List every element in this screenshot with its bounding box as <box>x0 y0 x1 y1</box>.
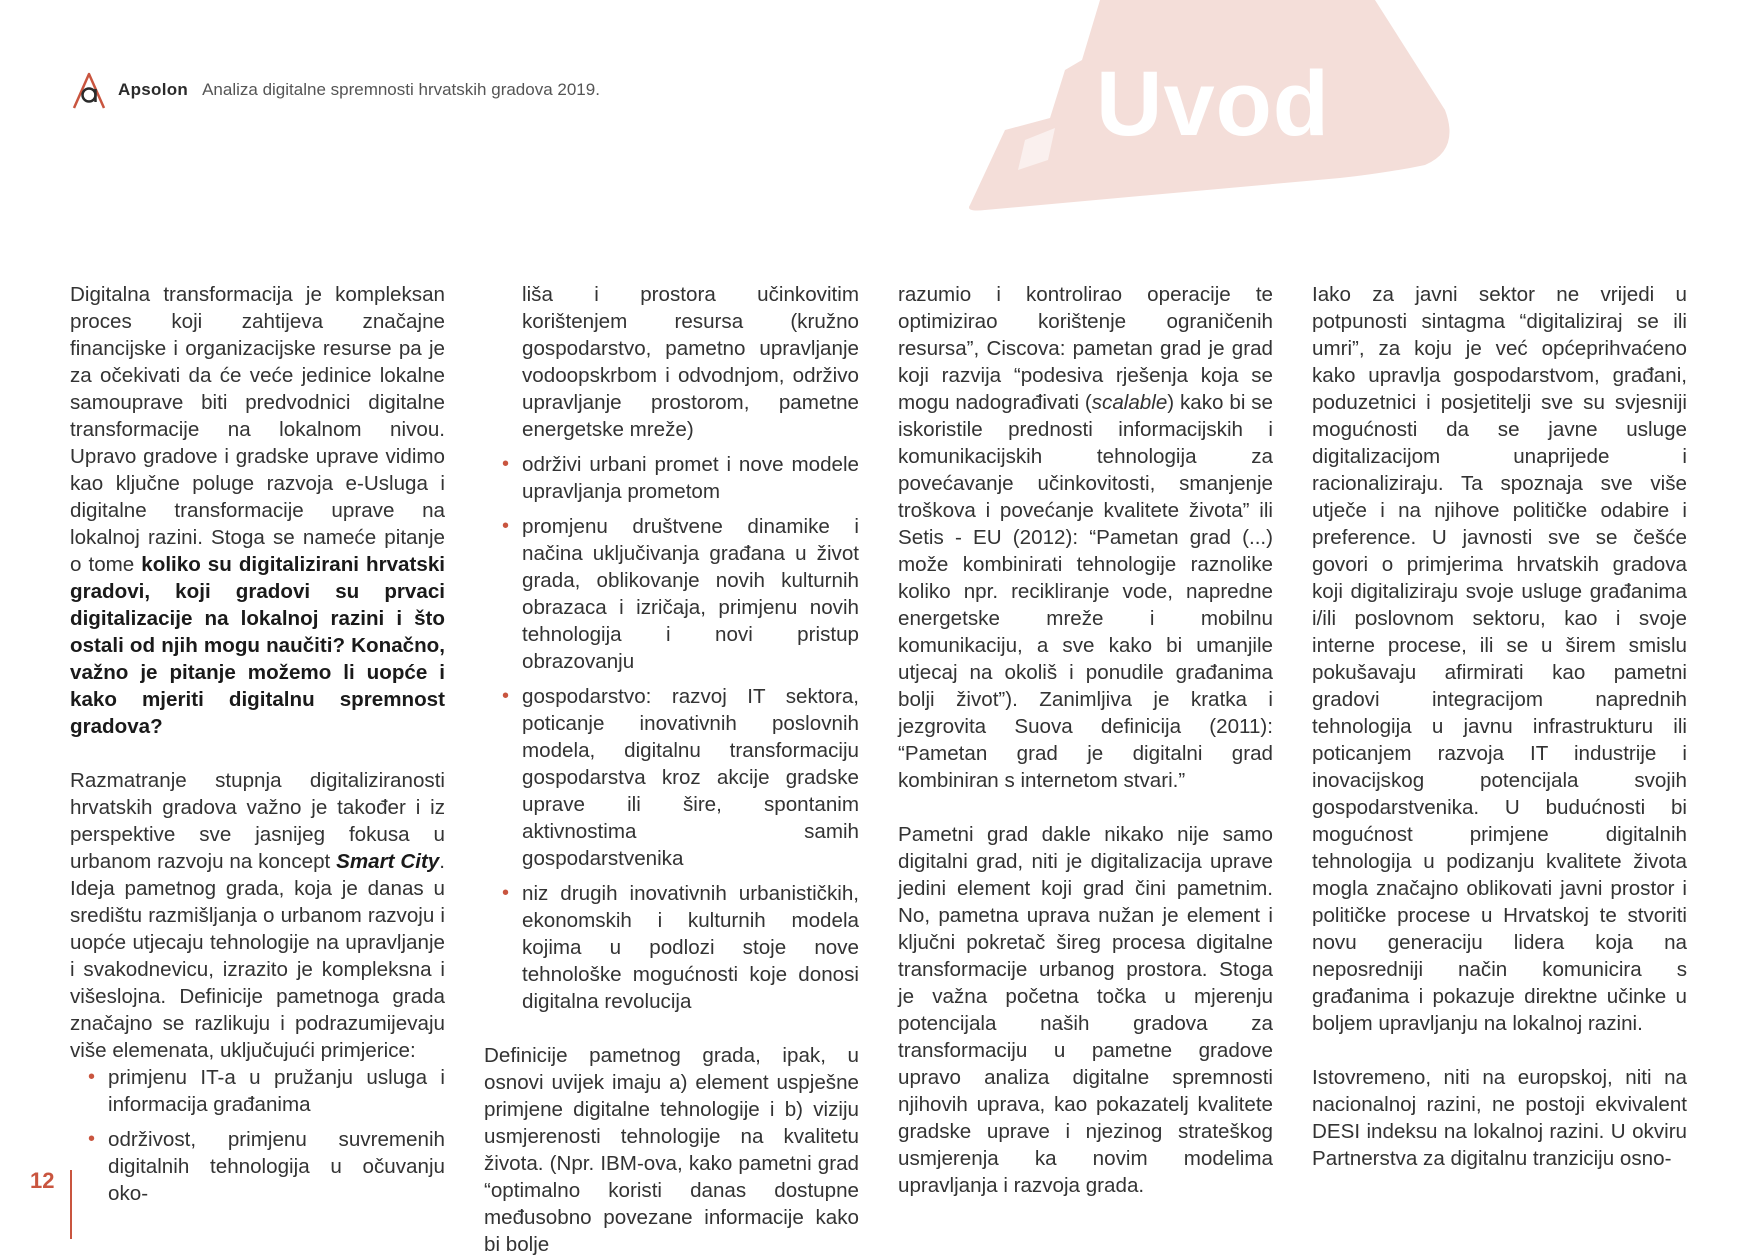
page-header <box>70 68 600 112</box>
list-item: • održivi urbani promet i nove modele upravljanja prometom <box>502 453 859 503</box>
list-item: • promjenu društvene dinamike i načina uključivanja građana u život grada, oblikovanje novih kulturnih obrazaca i izričaja, primjenu novih tehnologija i novi pristup obrazovanju <box>502 515 859 673</box>
page-divider-line <box>70 1170 72 1239</box>
text-column-2 <box>484 281 859 1258</box>
highlighted-question: koliko su digitalizirani hrvatski gradovi, koji gradovi su prvaci digitalizacije na lokalnoj razini i što ostali od njih mogu naučiti? Konačno, važno je pitanje možemo li uopće i kako mjeriti digitalnu spremnost gradova? <box>70 553 445 738</box>
page-number: 12 <box>30 1168 55 1193</box>
text-column-4 <box>1312 281 1687 1172</box>
scalable-term: scalable <box>1091 391 1168 414</box>
paragraph: Razmatranje stupnja digitaliziranosti hrvatskih gradova važno je također i iz perspektive sve jasnijeg fokusa u urbanom razvoju na koncept Smart City. Ideja pametnog grada, koja je danas u središtu razmišljanja o urbanom razvoju i uopće utjecaju tehnologije na upravljanje i svakodnevicu, izrazito je kompleksna i višeslojna. Definicije pametnoga grada značajno se razlikuju i podrazumijevaju više elemenata, uključujući primjerice: <box>70 769 445 1062</box>
bullet-icon: • <box>88 1128 96 1150</box>
apsolon-logo-icon <box>70 68 108 112</box>
document-title: Analiza digitalne spremnosti hrvatskih gradova 2019. <box>202 80 600 99</box>
bullet-icon: • <box>502 453 510 475</box>
list-item-continuation: liša i prostora učinkovitim korištenjem resursa (kružno gospodarstvo, pametno upravljanje vodoopskrbom i odvodnjom, održivo upravljanje prostorom, pametne energetske mreže) <box>522 283 859 441</box>
bullet-list <box>484 451 859 1015</box>
paragraph: razumio i kontrolirao operacije te optimizirao korištenje ograničenih resursa”, Ciscova: pametan grad je grad koji razvija “podesiva rješenja koja se mogu nadograđivati (scalable) kako bi se iskoristile prednosti informacijskih i komunikacijskih tehnologija za povećavanje učinkovitosti, smanjenje troškova i povećanje kvalitete života” ili Setis - EU (2012): “Pametan grad (...) može kombinirati tehnologije raznolike koliko npr. recikliranje vode, napredne energetske mreže i mobilnu komunikaciju, a sve kako bi umanjile utjecaj na okoliš i ponudile građanima bolji život”). Zanimljiva je kratka i jezgrovita Suova definicija (2011): “Pametan grad je digitalni grad kombiniran s internetom stvari.” <box>898 283 1273 792</box>
bullet-list <box>70 1064 445 1207</box>
chapter-title: Uvod <box>1096 53 1330 155</box>
list-item: • primjenu IT-a u pružanju usluga i informacija građanima <box>88 1066 445 1116</box>
paragraph: Digitalna transformacija je kompleksan proces koji zahtijeva značajne financijske i organizacijske resurse pa je za očekivati da će veće jedinice lokalne samouprave biti predvodnici digitalne transformacije na lokalnom nivou. Upravo gradove i gradske uprave vidimo kao ključne poluge razvoja e-Usluga i digitalne transformacije uprave na lokalnoj razini. Stoga se nameće pitanje o tome koliko su digitalizirani hrvatski gradovi, koji gradovi su prvaci digitalizacije na lokalnoj razini i što ostali od njih mogu naučiti? Konačno, važno je pitanje možemo li uopće i kako mjeriti digitalnu spremnost gradova? <box>70 283 445 738</box>
bullet-icon: • <box>502 685 510 707</box>
bullet-icon: • <box>502 515 510 537</box>
paragraph: Iako za javni sektor ne vrijedi u potpunosti sintagma “digitaliziraj se ili umri”, za koju je već općeprihvaćeno kako upravlja gospodarstvom, građani, poduzetnici i posjetitelji sve su svjesniji mogućnosti da se javne usluge digitalizacijom unaprijede i racionaliziraju. Ta spoznaja sve više utječe i na njihove političke odabire i preference. U javnosti sve se češće govori o primjerima hrvatskih gradova koji digitaliziraju svoje usluge građanima i/ili poslovnom sektoru, kao i svoje interne procese, ili se u širem smislu pokušavaju afirmirati kao pametni gradovi integracijom naprednih tehnologija u javnu infrastrukturu ili poticanjem razvoja IT industrije i inovacijskog potencijala svojih gospodarstvenika. U budućnosti bi mogućnost primjene digitalnih tehnologija u podizanju kvalitete života mogla značajno oblikovati javni prostor i političke procese u Hrvatskoj te stvoriti novu generaciju lidera koja na neposredniji način komunicira s građanima i pokazuje direktne učinke u boljem upravljanju na lokalnoj razini. <box>1312 283 1687 1035</box>
smart-city-term: Smart City <box>336 850 440 873</box>
paragraph: Istovremeno, niti na europskoj, niti na nacionalnoj razini, ne postoji ekvivalent DESI indeksu na lokalnoj razini. U okviru Partnerstva za digitalnu tranziciju osno- <box>1312 1066 1687 1170</box>
text-column-1 <box>70 281 445 1215</box>
bullet-icon: • <box>502 882 510 904</box>
list-item: • gospodarstvo: razvoj IT sektora, poticanje inovativnih poslovnih modela, digitalnu transformaciju gospodarstva kroz akcije gradske uprave ili šire, spontanim aktivnostima samih gospodarstvenika <box>502 685 859 870</box>
list-item: • niz drugih inovativnih urbanističkih, ekonomskih i kulturnih modela kojima u podlozi stoje nove tehnološke mogućnosti koje donosi digitalna revolucija <box>502 882 859 1013</box>
list-item: • održivost, primjenu suvremenih digitalnih tehnologija u očuvanju oko- <box>88 1128 445 1205</box>
paragraph: Pametni grad dakle nikako nije samo digitalni grad, niti je digitalizacija uprave jedini element koji grad čini pametnim. No, pametna uprava nužan je element i ključni pokretač šireg procesa digitalne transformacije urbanog prostora. Stoga je važna početna točka u mjerenju potencijala naših gradova za transformaciju u pametne gradove upravo analiza digitalne spremnosti njihovih uprava, kao pokazatelj kvalitete gradske uprave i njezinog strateškog usmjerenja ka novim modelima upravljanja i razvoja grada. <box>898 823 1273 1197</box>
bullet-icon: • <box>88 1066 96 1088</box>
brand-name: Apsolon <box>118 80 189 99</box>
text-column-3 <box>898 281 1273 1199</box>
paragraph: Definicije pametnog grada, ipak, u osnovi uvijek imaju a) element uspješne primjene digitalne tehnologije i b) viziju usmjerenosti tehnologije na kvalitetu života. (Npr. IBM-ova, kako pametni grad “optimalno koristi danas dostupne međusobno povezane informacije kako bi bolje <box>484 1044 859 1256</box>
